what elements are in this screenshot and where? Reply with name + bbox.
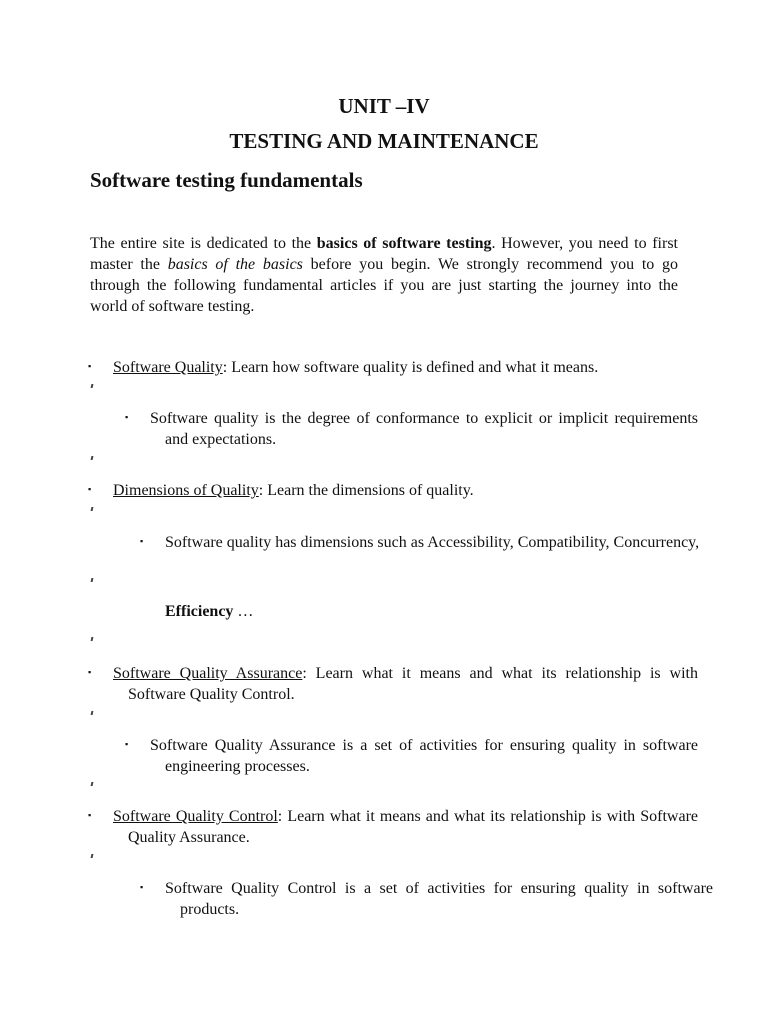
- tick-mark-icon: [91, 711, 94, 715]
- tick-mark-icon: [91, 507, 94, 511]
- list-item: ▪ Software Quality Assurance: Learn what it means and what its relationship is with Software Quality Control.: [88, 665, 698, 703]
- sub-list-item: ▪ Software Quality Assurance is a set of activities for ensuring quality in software engineering processes.: [125, 737, 698, 775]
- chapter-title: TESTING AND MAINTENANCE: [229, 129, 539, 153]
- section-heading: Software testing fundamentals: [90, 168, 363, 192]
- sub-list-item-text: Software quality has dimensions such as Accessibility, Compatibility, Concurrency,: [165, 534, 700, 551]
- tick-mark-icon: [91, 578, 94, 582]
- sub-list-item-text: Software quality is the degree of conformance to explicit or implicit requirements and expectations.: [150, 410, 698, 448]
- intro-paragraph: [90, 233, 678, 317]
- tick-mark-icon: [91, 854, 94, 858]
- list-item: ▪ Dimensions of Quality: Learn the dimensions of quality.: [88, 482, 474, 499]
- list-item-text: : Learn the dimensions of quality.: [258, 482, 474, 499]
- link-software-quality-control[interactable]: Software Quality Control: [113, 808, 278, 825]
- tick-mark-icon: [91, 782, 94, 786]
- list-item-text: : Learn what it means and what its relationship is with Software Quality Assurance.: [128, 808, 698, 846]
- list-item: ▪ Software Quality Control: Learn what it means and what its relationship is with Software Quality Assurance.: [88, 808, 698, 846]
- efficiency-text: Efficiency: [165, 603, 234, 620]
- link-dimensions-of-quality[interactable]: Dimensions of Quality: [113, 482, 259, 499]
- sub-list-item-text: Software Quality Assurance is a set of activities for ensuring quality in software engineering processes.: [150, 737, 698, 775]
- tick-mark-icon: [91, 456, 94, 460]
- sub-list-item: ▪ Software quality has dimensions such as Accessibility, Compatibility, Concurrency,: [140, 534, 700, 551]
- link-software-quality[interactable]: Software Quality: [113, 359, 223, 376]
- intro-bold-text: basics of software testing: [316, 235, 492, 252]
- unit-heading: UNIT –IV: [338, 94, 430, 118]
- sub-list-item-text: Software Quality Control is a set of activities for ensuring quality in software products.: [165, 880, 713, 918]
- tick-mark-icon: [91, 637, 94, 641]
- ellipsis-text: …: [233, 603, 254, 620]
- list-item-text: : Learn what it means and what its relationship is with Software Quality Control.: [128, 665, 698, 703]
- intro-italic-text: basics of the basics: [167, 256, 303, 273]
- tick-mark-icon: [91, 384, 94, 388]
- link-software-quality-assurance[interactable]: Software Quality Assurance: [113, 665, 303, 682]
- intro-text-1: The entire site is dedicated to the: [90, 235, 317, 252]
- intro-text-2: . However, you need to first master the: [90, 235, 679, 273]
- continuation-line: [165, 601, 253, 622]
- sub-list-item: ▪ Software Quality Control is a set of activities for ensuring quality in software products.: [140, 880, 713, 918]
- list-item-text: : Learn how software quality is defined and what it means.: [222, 359, 599, 376]
- sub-list-item: ▪ Software quality is the degree of conformance to explicit or implicit requirements and expectations.: [125, 410, 698, 448]
- list-item: ▪ Software Quality: Learn how software quality is defined and what it means.: [88, 359, 599, 376]
- intro-text-3: before you begin. We strongly recommend you to go through the following fundamental articles if you are just starting the journey into the world of software testing.: [90, 256, 679, 315]
